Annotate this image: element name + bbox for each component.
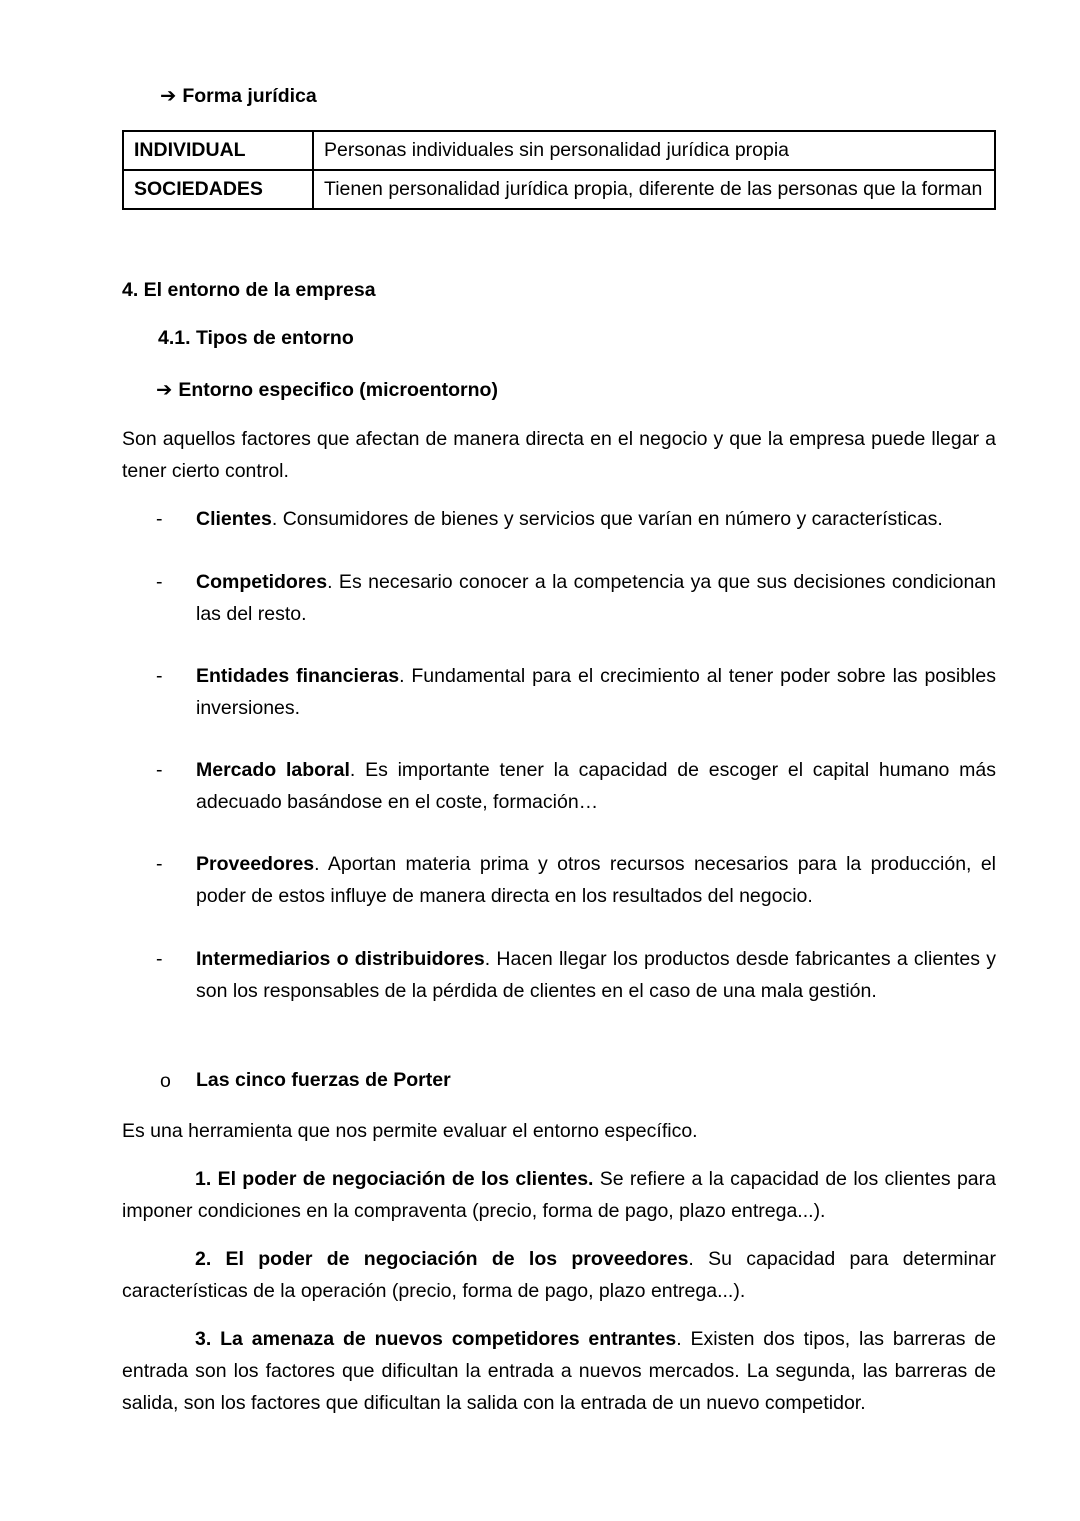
arrow-right-icon: ➔ [156, 379, 173, 401]
list-item [156, 755, 996, 818]
porter-item-term: 3. La amenaza de nuevos competidores entrantes [195, 1328, 677, 1350]
porter-item-text: . Su capacidad para determinar características de la operación (precio, forma de pago, plazo entrega...). [122, 1248, 996, 1302]
bullet-text: . Fundamental para el crecimiento al tener poder sobre las posibles inversiones. [196, 665, 996, 719]
microentorno-intro: Son aquellos factores que afectan de manera directa en el negocio y que la empresa puede llegar a tener cierto control. [122, 428, 996, 482]
table-cell-key: SOCIEDADES [123, 170, 313, 209]
porter-intro: Es una herramienta que nos permite evaluar el entorno específico. [122, 1120, 698, 1142]
forma-juridica-heading-text: Forma jurídica [182, 85, 317, 107]
section-title: 4. El entorno de la empresa [122, 279, 376, 301]
porter-item [122, 1323, 996, 1419]
table-row [123, 170, 995, 209]
porter-heading-text: Las cinco fuerzas de Porter [196, 1069, 451, 1091]
porter-heading [160, 1070, 171, 1093]
porter-item-term: 1. El poder de negociación de los clientes. [195, 1168, 594, 1190]
bullet-text: . Hacen llegar los productos desde fabricantes a clientes y son los responsables de la pérdida de clientes en el caso de una mala gestión. [196, 948, 997, 1002]
bullet-dash: - [156, 759, 163, 781]
list-item [156, 661, 996, 724]
list-item [156, 944, 996, 1007]
bullet-dash: - [156, 508, 163, 530]
bullet-term: Proveedores [196, 853, 315, 875]
bullet-dash: - [156, 571, 163, 593]
table-cell-value: Tienen personalidad jurídica propia, diferente de las personas que la forman [313, 170, 995, 209]
bullet-term: Entidades financieras [196, 665, 400, 687]
forma-juridica-heading [160, 84, 317, 108]
bullet-term: Intermediarios o distribuidores [196, 948, 485, 970]
bullet-dash: - [156, 665, 163, 687]
porter-item-text: . Existen dos tipos, las barreras de entrada son los factores que dificultan la entrada a nuevos mercados. La segunda, las barreras de salida, son los factores que dificultan la salida con la entrada de un nuevo competidor. [122, 1328, 996, 1414]
porter-item-text: Se refiere a la capacidad de los clientes para imponer condiciones en la compraventa (precio, forma de pago, plazo entrega...). [122, 1168, 996, 1222]
bullet-term: Mercado laboral [196, 759, 350, 781]
subsection-title: 4.1. Tipos de entorno [158, 327, 354, 349]
list-item [156, 849, 996, 912]
bullet-text: . Es necesario conocer a la competencia ya que sus decisiones condicionan las del resto. [196, 571, 996, 625]
bullet-dash: - [156, 853, 163, 875]
list-item [156, 567, 996, 630]
porter-item [122, 1243, 996, 1307]
microentorno-heading [156, 378, 498, 402]
bullet-text: . Aportan materia prima y otros recursos necesarios para la producción, el poder de estos influye de manera directa en los resultados del negocio. [196, 853, 996, 907]
bullet-term: Clientes [196, 508, 272, 530]
forma-juridica-table [122, 130, 996, 210]
list-item [156, 504, 996, 536]
arrow-right-icon: ➔ [160, 85, 177, 107]
microentorno-heading-text: Entorno especifico (microentorno) [178, 379, 498, 401]
bullet-term: Competidores [196, 571, 328, 593]
bullet-text: . Consumidores de bienes y servicios que varían en número y características. [271, 508, 943, 530]
table-cell-value: Personas individuales sin personalidad jurídica propia [313, 131, 995, 170]
table-row [123, 131, 995, 170]
bullet-dash: - [156, 948, 163, 970]
porter-item-term: 2. El poder de negociación de los proveedores [195, 1248, 689, 1270]
circle-bullet-icon: o [160, 1070, 171, 1092]
porter-item [122, 1163, 996, 1227]
bullet-text: . Es importante tener la capacidad de escoger el capital humano más adecuado basándose en el coste, formación… [196, 759, 996, 813]
table-cell-key: INDIVIDUAL [123, 131, 313, 170]
